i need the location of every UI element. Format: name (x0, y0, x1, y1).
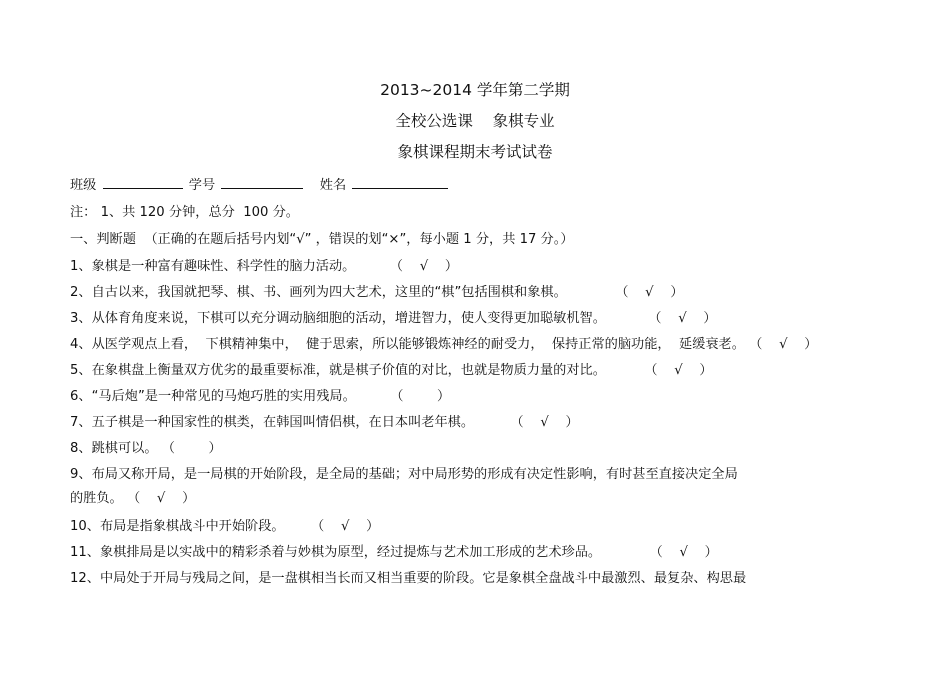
course-type-title: 全校公选课 象棋专业 (395, 112, 555, 130)
section-heading: 一、判断题 （正确的在题后括号内划“√” ，错误的划“×”，每小题 1 分，共 17 分。） (70, 232, 574, 247)
question-text: 6、“马后炮”是一种常见的马炮巧胜的实用残局。 (70, 389, 356, 404)
question-4 (70, 336, 817, 354)
answer-bracket: （ √ ） (749, 337, 818, 352)
question-11 (70, 544, 718, 562)
question-text: 9、布局又称开局，是一局棋的开始阶段，是全局的基础；对中局形势的形成有决定性影响，有时甚至直接决定全局 (70, 467, 738, 482)
answer-bracket: （ √ ） (644, 363, 713, 378)
class-label: 班级 (70, 178, 97, 193)
student-id-label: 学号 (188, 178, 216, 193)
answer-bracket: （ √ ） (126, 491, 196, 506)
question-text: 11、象棋排局是以实战中的精彩杀着与妙棋为原型，经过提炼与艺术加工形成的艺术珍品。 (70, 545, 602, 560)
question-text: 8、跳棋可以。 (70, 441, 158, 456)
question-text: 10、布局是指象棋战斗中开始阶段。 (70, 519, 285, 534)
question-6 (70, 388, 450, 406)
question-8 (70, 440, 222, 458)
question-1 (70, 258, 458, 276)
question-text: 4、从医学观点上看， 下棋精神集中， 健于思索，所以能够锻炼神经的耐受力， 保持正常的脑功能， 延缓衰老。 (70, 337, 745, 352)
question-10 (70, 518, 379, 536)
name-blank[interactable] (352, 174, 448, 189)
answer-bracket: （ √ ） (615, 285, 684, 300)
answer-bracket: （ √ ） (311, 519, 380, 534)
question-7 (70, 414, 579, 432)
question-3 (70, 310, 717, 328)
exam-paper-title: 象棋课程期末考试试卷 (397, 143, 553, 161)
exam-term-title: 2013~2014 学年第二学期 (380, 81, 570, 99)
answer-bracket: （ √ ） (649, 545, 718, 560)
answer-bracket: （ √ ） (510, 415, 579, 430)
student-id-blank[interactable] (221, 174, 303, 189)
name-label: 姓名 (319, 178, 347, 193)
question-text: 5、在象棋盘上衡量双方优劣的最重要标准，就是棋子价值的对比，也就是物质力量的对比。 (70, 363, 606, 378)
question-text: 1、象棋是一种富有趣味性、科学性的脑力活动。 (70, 259, 356, 274)
answer-bracket: （ ） (161, 441, 222, 456)
question-12 (70, 570, 746, 588)
question-2 (70, 284, 684, 302)
answer-bracket: （ ） (390, 389, 451, 404)
question-text: 的胜负。 (70, 491, 123, 506)
class-blank[interactable] (103, 174, 183, 189)
question-9 (70, 466, 738, 484)
answer-bracket: （ √ ） (389, 259, 459, 274)
exam-note: 注： 1、共 120 分钟，总分 100 分。 (70, 205, 299, 220)
student-info-row (70, 174, 450, 195)
question-text: 7、五子棋是一种国家性的棋类，在韩国叫情侣棋，在日本叫老年棋。 (70, 415, 475, 430)
question-text: 2、自古以来，我国就把琴、棋、书、画列为四大艺术，这里的“棋”包括围棋和象棋。 (70, 285, 567, 300)
question-9-continued (70, 490, 195, 508)
question-text: 3、从体育角度来说，下棋可以充分调动脑细胞的活动，增进智力，使人变得更加聪敏机智。 (70, 311, 606, 326)
answer-bracket: （ √ ） (648, 311, 717, 326)
question-5 (70, 362, 713, 380)
question-text: 12、中局处于开局与残局之间，是一盘棋相当长而又相当重要的阶段。它是象棋全盘战斗中最激烈、最复杂、构思最 (70, 571, 747, 586)
